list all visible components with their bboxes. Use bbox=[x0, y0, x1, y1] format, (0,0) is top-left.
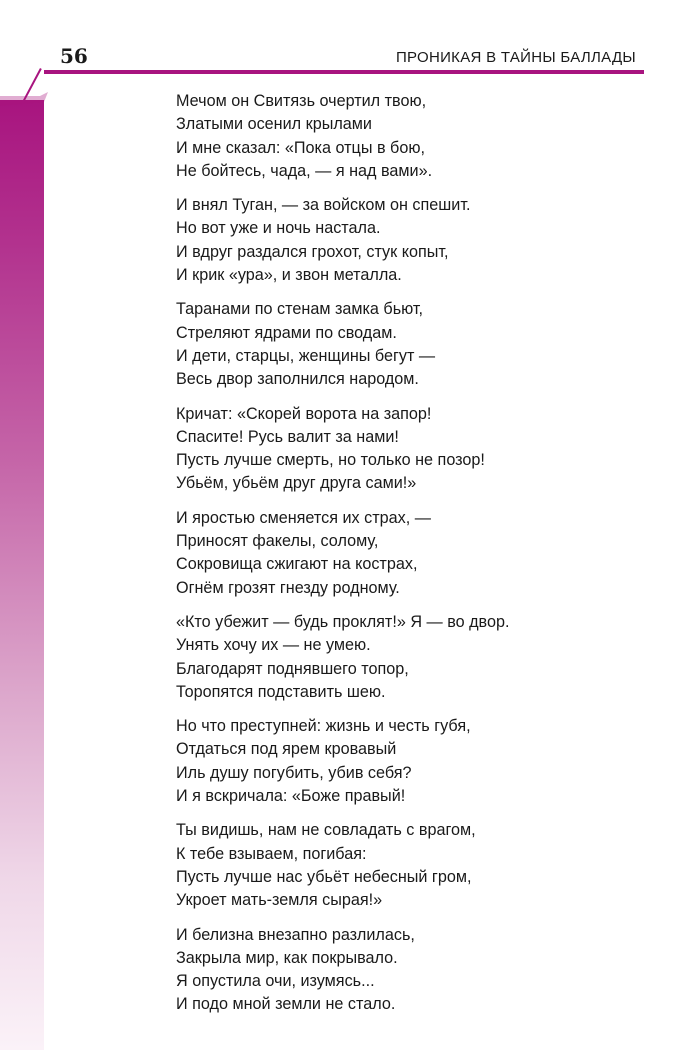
stanza bbox=[176, 715, 656, 808]
running-title: ПРОНИКАЯ В ТАЙНЫ БАЛЛАДЫ bbox=[395, 49, 636, 66]
poem-line: Пусть лучше смерть, но только не позор! bbox=[176, 451, 485, 470]
poem-line: И белизна внезапно разлилась, bbox=[176, 925, 415, 944]
poem-line: К тебе взываем, погибая: bbox=[176, 844, 367, 863]
poem-line: Мечом он Свитязь очертил твою, bbox=[176, 92, 427, 110]
stanza bbox=[176, 403, 656, 496]
poem-line: Благодарят поднявшего топор, bbox=[176, 659, 409, 678]
poem-line: И дети, старцы, женщины бегут — bbox=[176, 346, 436, 365]
poem-line: Убьём, убьём друг друга сами!» bbox=[176, 474, 417, 493]
poem-line: Пусть лучше нас убьёт небесный гром, bbox=[176, 867, 472, 886]
poem-line: И крик «ура», и звон металла. bbox=[176, 266, 402, 285]
poem-line: Таранами по стенам замка бьют, bbox=[176, 300, 424, 319]
stanza bbox=[176, 819, 656, 912]
header-rule bbox=[44, 70, 644, 74]
poem-line: Не бойтесь, чада, — я над вами». bbox=[176, 161, 433, 180]
poem-line: Закрыла мир, как покрывало. bbox=[176, 948, 398, 967]
poem-line: Весь двор заполнился народом. bbox=[176, 370, 419, 389]
side-color-band bbox=[0, 100, 44, 1050]
page-header bbox=[44, 40, 644, 76]
page-number: 56 bbox=[60, 44, 88, 68]
poem-line: Златыми осенил крылами bbox=[176, 115, 372, 134]
poem-line: Иль душу погубить, убив себя? bbox=[176, 763, 412, 782]
poem-line: Ты видишь, нам не совладать с врагом, bbox=[176, 821, 476, 840]
poem-line: И мне сказал: «Пока отцы в бою, bbox=[176, 138, 425, 157]
poem-line: Я опустила очи, изумясь... bbox=[176, 972, 375, 991]
poem-line: Но что преступней: жизнь и честь губя, bbox=[176, 717, 471, 736]
poem-line: «Кто убежит — будь проклят!» Я — во двор. bbox=[176, 612, 510, 631]
poem-line: Сокровища сжигают на кострах, bbox=[176, 555, 418, 574]
poem-line: Кричат: «Скорей ворота на запор! bbox=[176, 404, 432, 423]
poem-line: Унять хочу их — не умею. bbox=[176, 636, 371, 655]
stanza bbox=[176, 90, 656, 183]
stanza bbox=[176, 611, 656, 704]
poem-line: Торопятся подставить шею. bbox=[176, 682, 386, 701]
poem-line: И я вскричала: «Боже правый! bbox=[176, 787, 406, 806]
poem-line: И подо мной земли не стало. bbox=[176, 995, 396, 1014]
stanza bbox=[176, 194, 656, 287]
poem-line: Огнём грозят гнезду родному. bbox=[176, 578, 400, 597]
poem-line: Стреляют ядрами по сводам. bbox=[176, 323, 397, 342]
stanza bbox=[176, 298, 656, 391]
stanza bbox=[176, 924, 656, 1017]
poem-line: Приносят факелы, солому, bbox=[176, 532, 379, 551]
poem-line: И внял Туган, — за войском он спешит. bbox=[176, 196, 471, 215]
poem-line: Но вот уже и ночь настала. bbox=[176, 219, 381, 238]
poem-line: И яростью сменяется их страх, — bbox=[176, 508, 431, 527]
poem-line: Отдаться под ярем кровавый bbox=[176, 740, 397, 759]
poem-line: И вдруг раздался грохот, стук копыт, bbox=[176, 242, 449, 261]
poem-line: Спасите! Русь валит за нами! bbox=[176, 427, 399, 446]
poem-line: Укроет мать-земля сырая!» bbox=[176, 891, 383, 910]
poem-text bbox=[176, 90, 656, 1028]
stanza bbox=[176, 507, 656, 600]
